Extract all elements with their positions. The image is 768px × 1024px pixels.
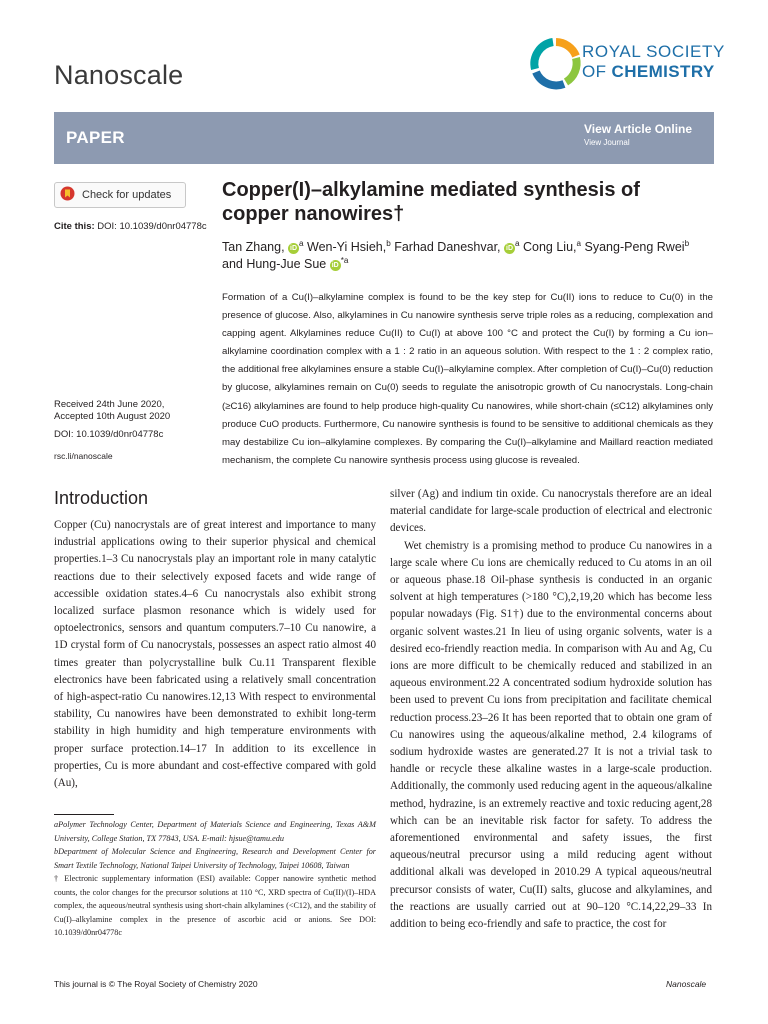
cite-this: Cite this: DOI: 10.1039/d0nr04778c — [54, 221, 207, 232]
affiliation-b: bDepartment of Molecular Science and Engineering, Research and Development Center for Smart Textile Technology, National Taipei University of Technology, Taipei 10608, Taiwan — [54, 847, 376, 870]
orcid-icon[interactable]: iD — [290, 245, 298, 252]
abstract: Formation of a Cu(I)–alkylamine complex is found to be the key step for Cu(II) ions to reduce to Cu(0) in the presence of glucose. Also, alkylamines in Cu nanowire synthesis serve triple roles as a reducing, complexation and capping agent. Alkylamines reduce Cu(II) to Cu(I) at above 100 °C and protect the Cu(I) by forming a Cu ion–alkylamine coordination complex with a 1 : 2 ratio in an aqueous solution. With respect to the 1 : 2 complex ratio, the additional free alkylamines ensure a stable Cu(I)–alkylamine complex. After completion of Cu(I)–Cu(0) reduction by glucose, alkylamines remain on Cu(0) seeds to regulate the anisotropic growth of Cu nanocrystals. Long-chain (≥C16) alkylamines are found to help produce high-quality Cu nanowires, while short-chain (≤C12) alkylamines only produce CuO products. Furthermore, Cu nanowire synthesis is found to be sensitive to additional chemicals as they may destabilize Cu ion–alkylamine complexes. By comparing the Cu(I)–alkylamine and Maillard reaction mediated mechanism, the complete Cu nanowire synthesis process using glucose is revealed. — [222, 292, 713, 466]
publisher-name-line1: ROYAL SOCIETY — [582, 42, 725, 61]
publisher-name-line2: OF CHEMISTRY — [582, 62, 715, 81]
section-heading-introduction: Introduction — [54, 488, 149, 508]
orcid-icon[interactable]: iD — [506, 245, 514, 252]
affiliation-a: aPolymer Technology Center, Department of Materials Science and Engineering, Texas A&M University, College Station, TX 77843, USA. E-mail: hjsue@tamu.edu — [54, 820, 376, 843]
orcid-icon[interactable]: iD — [331, 262, 339, 269]
article-type-label: PAPER — [66, 128, 125, 147]
paragraph: Copper (Cu) nanocrystals are of great interest and importance to many industrial applications owing to their superior physical and chemical properties.1–3 Cu nanocrystals play an important role in many catalytic reactions due to their selectively exposed facets and wide range of accessible oxidation states.4–6 Cu nanocrystals also exhibit strong localized surface plasmon resonance which is widely used for optoelectronics, sensors and quantum computers.7–10 Cu nanowire, a 1D crystal form of Cu nanocrystals, possesses an aspect ratio almost 40 times greater than polycrystalline bulk Cu.11 Transparent flexible electronics have been fabricated using a relatively small concentration of high-aspect-ratio Cu nanowires.12,13 With respect to environmental stability, Cu nanowires have been demonstrated to exhibit long-term stability in high humidity and high temperature environments with proper surface protection.14–17 In addition to its excellence in properties, Cu is more abundant and cost-effective compared with gold (Au), — [54, 519, 376, 790]
paragraph: silver (Ag) and indium tin oxide. Cu nanocrystals therefore are an ideal material candidate for large-scale production of electrical and electronic devices. — [390, 488, 712, 535]
body-column-right — [390, 486, 712, 933]
paragraph: Wet chemistry is a promising method to produce Cu nanowires in a large scale where Cu ions are chemically reduced to Cu atoms in an oil or aqueous phase.18 Oil-phase synthesis is conducted in an organic solvent at high temperatures (>180 °C),2,19,20 which has become less popular nowadays (Fig. S1†) due to the environmental concerns about organic solvent wastes.21 In lieu of using organic solvents, water is a desired eco-friendly reaction media. In comparison with Au and Ag, Cu ions are more difficult to be chemically reduced and stabilized in an aqueous environment.22 A concentrated sodium hydroxide solution has been used to prevent Cu ions from precipitation and facilitate chemical reduction process.23–26 It has been reported that to obtain one gram of Cu nanowires using the aqueous/alkaline method, 2.4 kilograms of sodium hydroxide wastes are generated.27 It is not a trivial task to handle or recycle these alkaline wastes in a large-scale production. Additionally, the commonly used reducing agent in the aqueous/alkaline method, hydrazine, is an extremely reactive and toxic reducing agent,28 which can be an inevitable risk factor for safety. To address the aforementioned environmental and safety issues, the first aqueous/neutral precursor using a mild reducing agent without additional alkali was developed in 2010.29 A typical aqueous/neutral precursor consists of water, Cu(II) salts, glucose and alkylamines, and the reactions are usually carried out at 90–120 °C.14,22,29–33 In addition to being eco-friendly and safe to practice, the cost for — [390, 539, 712, 931]
body-column-left — [54, 517, 376, 792]
received-accepted-dates: Received 24th June 2020, Accepted 10th August 2020 — [54, 399, 171, 422]
journal-name: Nanoscale — [54, 60, 184, 90]
bookmark-icon — [60, 186, 75, 201]
footnote-divider — [54, 814, 114, 815]
view-article-online-link[interactable]: View Article Online — [584, 122, 693, 136]
view-journal-link[interactable]: View Journal — [584, 138, 630, 147]
copyright-footer: This journal is © The Royal Society of Chemistry 2020 — [54, 979, 258, 989]
check-for-updates-label: Check for updates — [82, 189, 172, 201]
author-list: Tan Zhang, $iD^a$ Wen-Yi Hsieh,$^b$ Farhad Daneshvar, $iD^a$ Cong Liu,$^a$ Syang-Peng Rwei$^b$ and Hung-Jue Sue $iD^{*a}$ — [222, 238, 690, 271]
journal-footer: Nanoscale — [666, 979, 707, 989]
journal-link[interactable]: rsc.li/nanoscale — [54, 451, 113, 461]
esi-note: † Electronic supplementary information (ESI) available: Copper nanowire synthetic method counts, the color changes for the precursor solutions at 110 °C, XRD spectra of Cu(II)/(I)–HDA complex, the aqueous/neutral synthesis using short-chain alkylamines (<C12), and the stability of Cu(I)–alkylamine complex in the presence of ascorbic acid or anions. See DOI: 10.1039/d0nr04778c — [54, 874, 376, 937]
doi: DOI: 10.1039/d0nr04778c — [54, 429, 164, 440]
footnotes — [54, 818, 376, 940]
article-title: Copper(I)–alkylamine mediated synthesis of copper nanowires† — [222, 179, 640, 225]
